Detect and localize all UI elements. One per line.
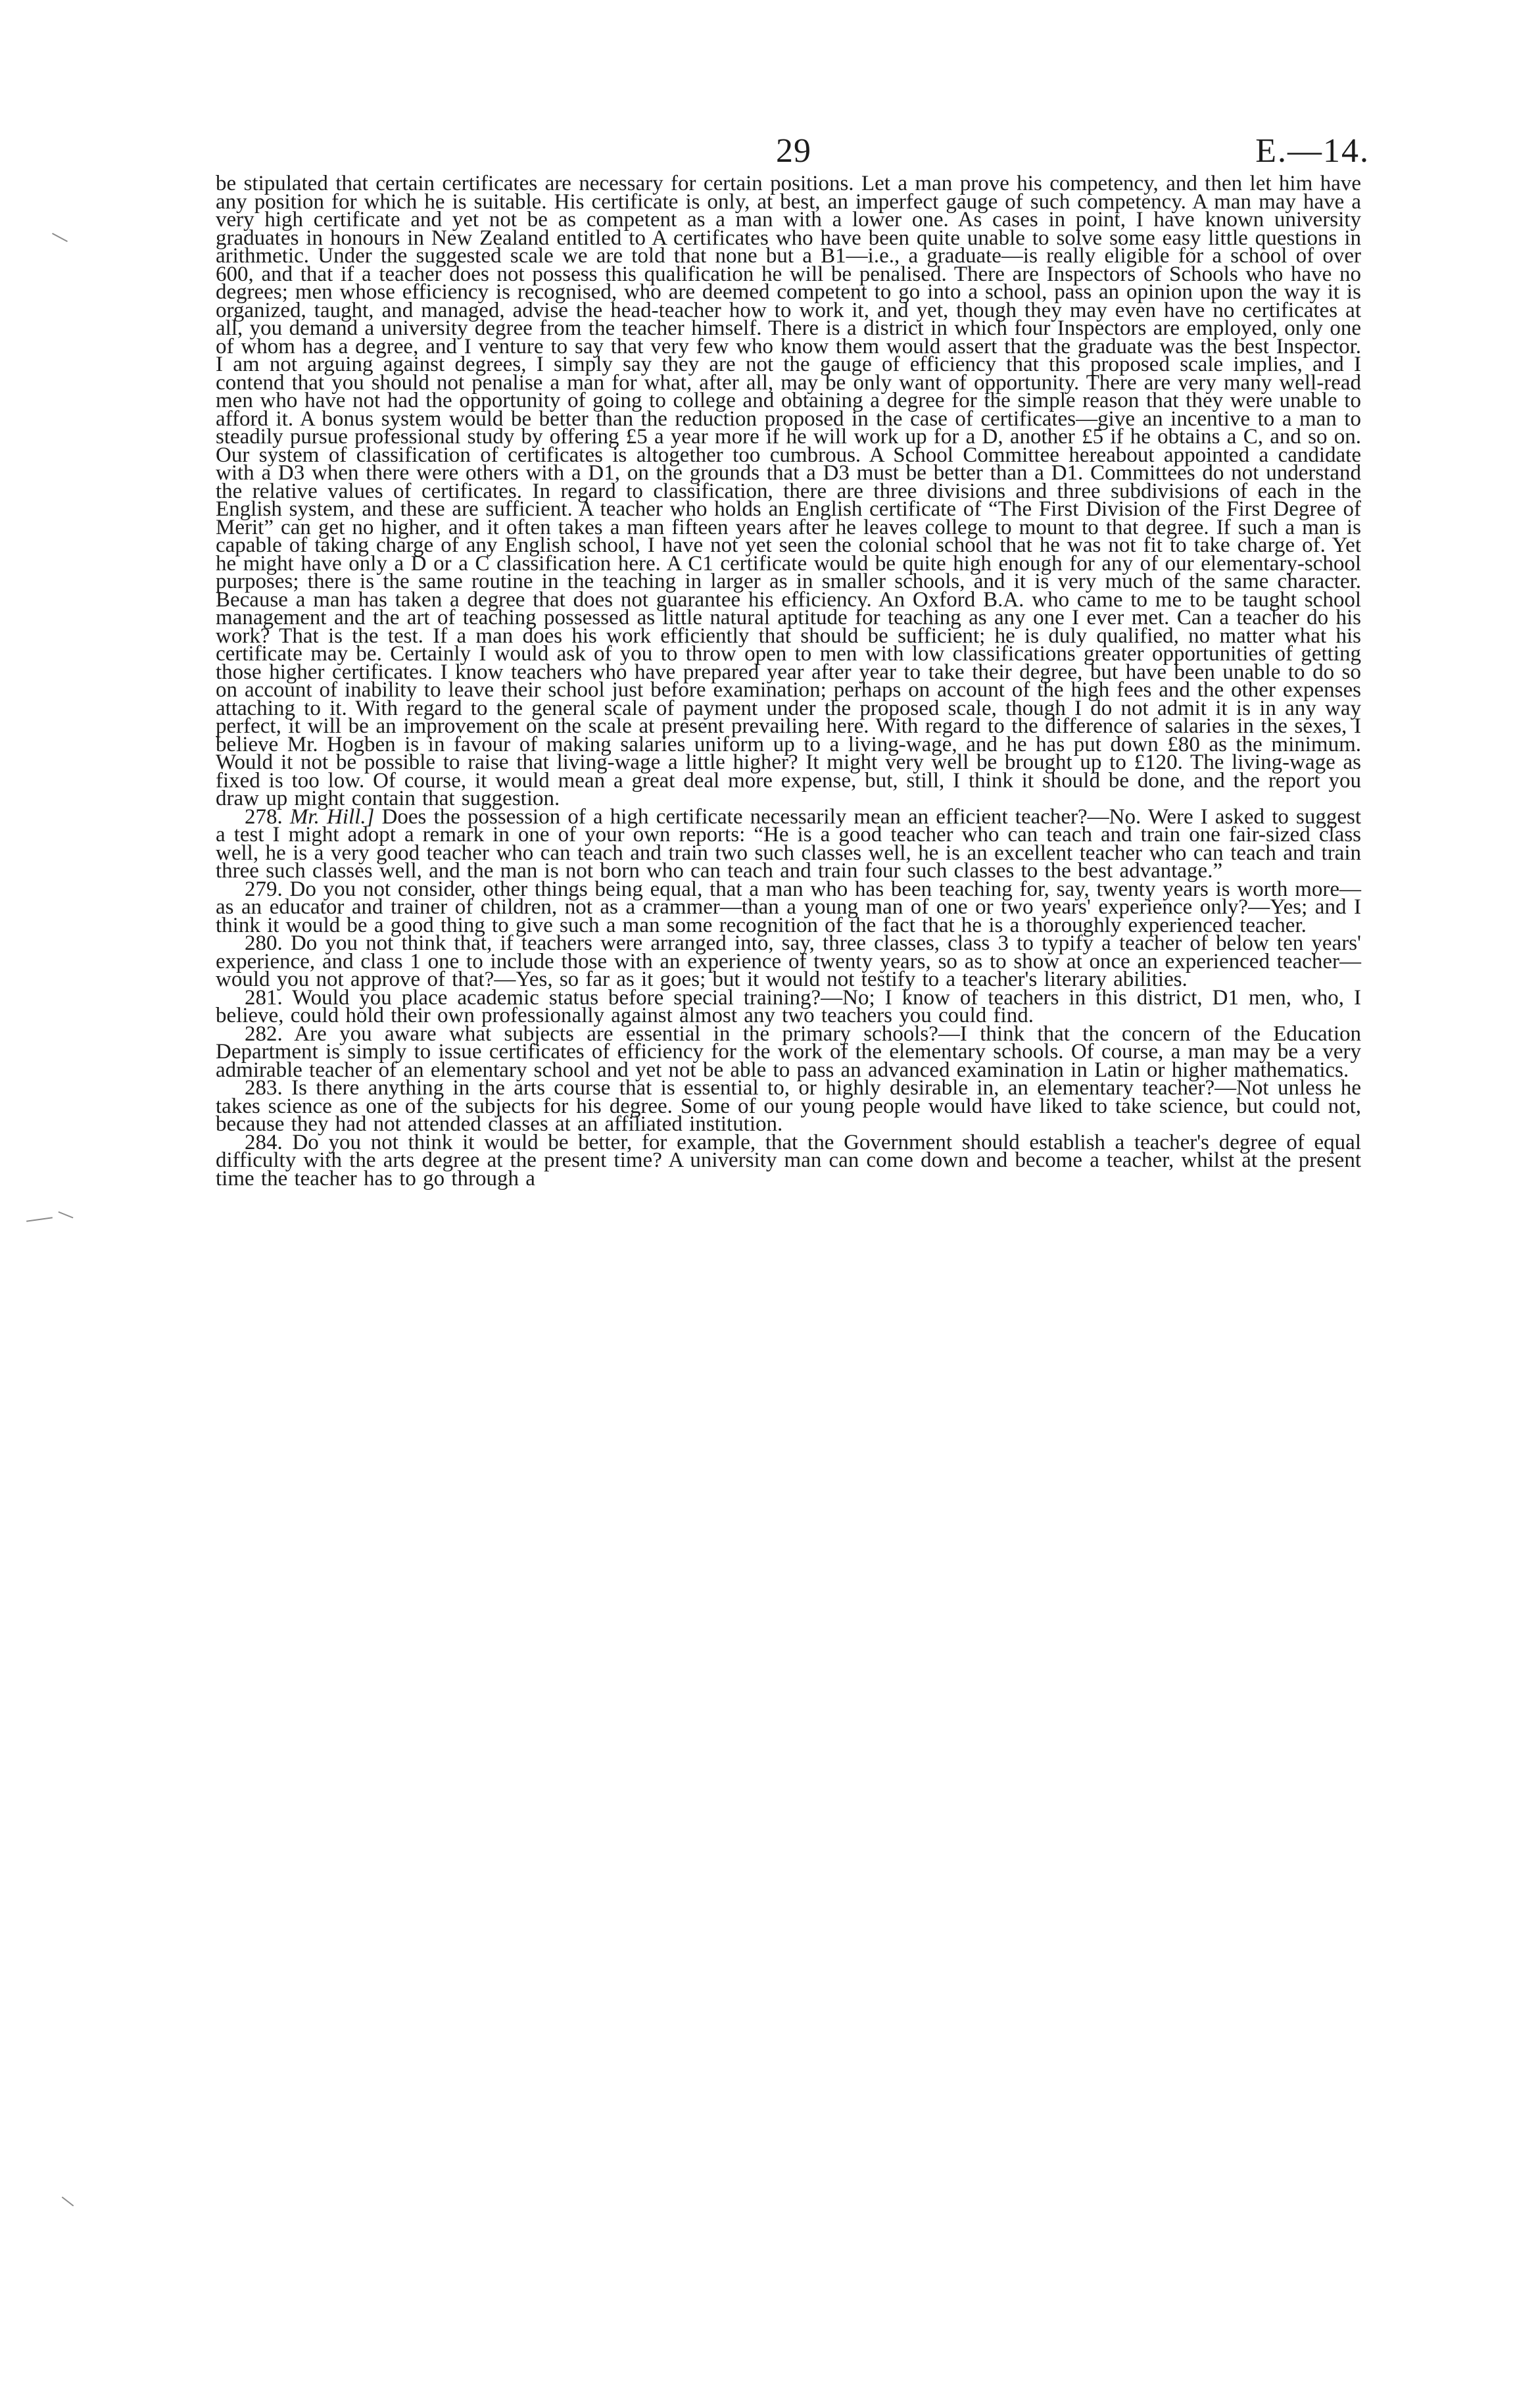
question-text: Would you place academic status before special training?—No; I know of teachers in this district, D1 men, who, I believe, could hold their own professionally against almost any two teachers you could find.: [216, 985, 1362, 1027]
question-number: 284.: [245, 1130, 283, 1154]
question-284: [216, 1130, 1361, 1191]
question-text: Does the possession of a high certificate necessarily mean an efficient teacher?—No. Were I asked to suggest a test I might adopt a remark in one of your own reports: “He is a good teacher who can teach and train one fair-sized class well, he is a very good teacher who can teach and train two such classes well, he is an excellent teacher who can teach and train three such classes well, and the man is not born who can teach and train four such classes to the best advantage.”: [216, 804, 1362, 883]
question-number: 278.: [245, 804, 283, 829]
paragraph-continuation: be stipulated that certain certificates are necessary for certain positions. Let a man prove his competency, and then let him have any position for which he is suitable. His certificate is only, at best, an imperfect gauge of such competency. A man may have a very high certificate and yet not be as competent as a man with a lower one. As cases in point, I have known university graduates in honours in New Zealand entitled to A certificates who have been quite unable to solve some easy little questions in arithmetic. Under the suggested scale we are told that none but a B1—i.e., a graduate—is really eligible for a school of over 600, and that if a teacher does not possess this qualification he will be penalised. There are Inspectors of Schools who have no degrees; men whose efficiency is recognised, who are deemed competent to go into a school, pass an opinion upon the way it is organized, taught, and managed, advise the head-teacher how to work it, and yet, though they may even have no certificates at all, you demand a university degree from the teacher himself. There is a district in which four Inspectors are employed, only one of whom has a degree, and I venture to say that very few who know them would assert that the graduate was the best Inspector. I am not arguing against degrees, I simply say they are not the gauge of efficiency that this proposed scale implies, and I contend that you should not penalise a man for what, after all, may be only want of opportunity. There are very many well-read men who have not had the opportunity of going to college and obtaining a degree for the simple reason that they were unable to afford it. A bonus system would be better than the reduction proposed in the case of certificates—give an incentive to a man to steadily pursue professional study by offering £5 a year more if he will work up for a D, another £5 if he obtains a C, and so on. Our system of classification of certificates is altogether too cumbrous. A School Committee hereabout appointed a candidate with a D3 when there were others with a D1, on the grounds that a D3 must be better than a D1. Committees do not understand the relative values of certificates. In regard to classification, there are three divisions and three subdivisions of each in the English system, and these are sufficient. A teacher who holds an English certificate of “The First Division of the First Degree of Merit” can get no higher, and it often takes a man fifteen years after he leaves college to mount to that degree. If such a man is capable of taking charge of any English school, I have not yet seen the colonial school that he was not fit to take charge of. Yet he might have only a D or a C classification here. A C1 certificate would be quite high enough for any of our elementary-school purposes; there is the same routine in the teaching in larger as in smaller schools, and it is very much of the same character. Because a man has taken a degree that does not guarantee his efficiency. An Oxford B.A. who came to me to be taught school management and the art of teaching possessed as little natural aptitude for teaching as any one I ever met. Can a teacher do his work? That is the test. If a man does his work efficiently that should be sufficient; he is duly qualified, no matter what his certificate may be. Certainly I would ask of you to throw open to men with low classifications greater opportunities of getting those higher certificates. I know teachers who have prepared year after year to take their degree, but have been unable to do so on account of inability to leave their school just before examination; perhaps on account of the high fees and the other expenses attaching to it. With regard to the general scale of payment under the proposed scale, though I do not admit it is in any way perfect, it will be an improvement on the scale at present prevailing here. With regard to the difference of salaries in the sexes, I believe Mr. Hogben is in favour of making salaries uniform up to a living-wage, and he has put down £80 as the minimum. Would it not be possible to raise that living-wage a little higher? It might very well be brought up to £120. The living-wage as fixed is too low. Of course, it would mean a great deal more expense, but, still, I think it should be done, and the report you draw up might contain that suggestion.: [216, 172, 1361, 810]
question-278: [216, 804, 1362, 883]
page-number: 29: [776, 132, 811, 170]
margin-mark: [62, 2196, 74, 2206]
document-body: [216, 172, 1362, 1191]
question-text: Do you not consider, other things being equal, that a man who has been teaching for, say, twenty years is worth more—as an educator and trainer of children, not as a crammer—than a young man of one or two years' experience only?—Yes; and I think it would be a good thing to give such a man some recognition of the fact that he is a thoroughly experienced teacher.: [216, 877, 1361, 937]
question-number: 282.: [245, 1021, 283, 1046]
margin-mark: [26, 1217, 53, 1222]
question-number: 279.: [245, 877, 283, 901]
question-280: [216, 931, 1361, 991]
question-283: [216, 1076, 1362, 1136]
margin-mark: [58, 1212, 73, 1219]
document-reference: E.—14.: [1255, 132, 1370, 170]
question-number: 283.: [245, 1076, 283, 1100]
question-number: 281.: [245, 985, 283, 1010]
question-text: Is there anything in the arts course that is essential to, or highly desirable in, an elementary teacher?—Not unless he takes science as one of the subjects for his degree. Some of our young people would have liked to take science, but could not, because they had not attended classes at an affiliated institution.: [216, 1076, 1362, 1136]
question-text: Are you aware what subjects are essential in the primary schools?—I think that the concern of the Education Department is simply to issue certificates of efficiency for the work of the elementary schools. Of course, a man may be a very admirable teacher of an elementary school and yet not be able to pass an advanced examination in Latin or higher mathematics.: [216, 1021, 1361, 1082]
question-number: 280.: [245, 931, 283, 955]
question-281: [216, 985, 1362, 1027]
question-text: Do you not think that, if teachers were arranged into, say, three classes, class 3 to typify a teacher of below ten years' experience, and class 1 one to include those with an experience of twenty years, so as to show at once an experienced teacher—would you not approve of that?—Yes, so far as it goes; but it would not testify to a teacher's literary abilities.: [216, 931, 1361, 991]
speaker-name: Mr. Hill.]: [289, 804, 375, 829]
question-282: [216, 1021, 1361, 1082]
margin-mark: [52, 233, 68, 242]
question-text: Do you not think it would be better, for example, that the Government should establish a teacher's degree of equal difficulty with the arts degree at the present time? A university man can come down and become a teacher, whilst at the present time the teacher has to go through a: [216, 1130, 1361, 1191]
question-279: [216, 877, 1361, 937]
